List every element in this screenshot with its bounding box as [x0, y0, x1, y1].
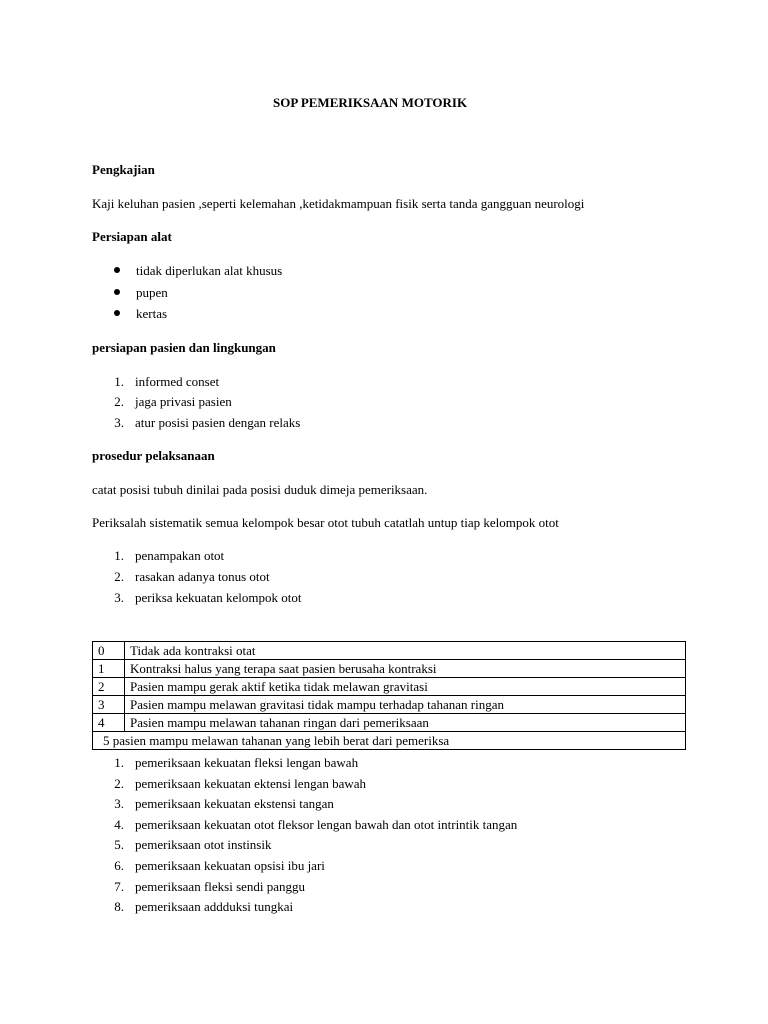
- document-title: SOP PEMERIKSAAN MOTORIK: [273, 95, 468, 110]
- list-item-number: 3.: [114, 796, 124, 811]
- table-row: [93, 642, 686, 660]
- list-item-text: pemeriksaan addduksi tungkai: [135, 899, 294, 914]
- grade-cell: 0: [93, 642, 125, 660]
- prosedur-paragraph-1: catat posisi tubuh dinilai pada posisi duduk dimeja pemeriksaan.: [92, 482, 428, 497]
- list-item-text: pemeriksaan kekuatan otot fleksor lengan bawah dan otot intrintik tangan: [135, 817, 518, 832]
- description-cell: Pasien mampu gerak aktif ketika tidak melawan gravitasi: [125, 678, 686, 696]
- list-item-text: periksa kekuatan kelompok otot: [135, 590, 302, 605]
- description-cell: Tidak ada kontraksi otat: [125, 642, 686, 660]
- description-cell: Pasien mampu melawan tahanan ringan dari pemeriksaan: [125, 714, 686, 732]
- table-row: [93, 678, 686, 696]
- list-item-text: penampakan otot: [135, 548, 225, 563]
- section-heading-prosedur: prosedur pelaksanaan: [92, 448, 215, 463]
- grade-cell: 2: [93, 678, 125, 696]
- list-item-number: 1.: [114, 548, 124, 563]
- list-item-number: 3.: [114, 415, 124, 430]
- list-item-text: atur posisi pasien dengan relaks: [135, 415, 301, 430]
- list-item-text: pemeriksaan kekuatan fleksi lengan bawah: [135, 755, 359, 770]
- merged-grade-cell: 5 pasien mampu melawan tahanan yang lebih berat dari pemeriksa: [93, 732, 686, 750]
- muscle-grade-table: [92, 641, 686, 750]
- table-row: [93, 696, 686, 714]
- list-item-number: 7.: [114, 879, 124, 894]
- list-item-text: rasakan adanya tonus otot: [135, 569, 270, 584]
- bullet-icon: [114, 310, 120, 316]
- grade-cell: 1: [93, 660, 125, 678]
- list-item-number: 8.: [114, 899, 124, 914]
- list-item-text: pemeriksaan otot instinsik: [135, 837, 272, 852]
- list-item-text: pemeriksaan kekuatan opsisi ibu jari: [135, 858, 325, 873]
- list-item-text: jaga privasi pasien: [135, 394, 232, 409]
- list-item-number: 2.: [114, 776, 124, 791]
- list-item-number: 1.: [114, 374, 124, 389]
- grade-cell: 3: [93, 696, 125, 714]
- list-item-text: kertas: [136, 306, 168, 321]
- list-item-text: pemeriksaan kekuatan ektensi lengan bawah: [135, 776, 367, 791]
- table-row: [93, 732, 686, 750]
- section-heading-persiapan-pasien: persiapan pasien dan lingkungan: [92, 340, 276, 355]
- prosedur-paragraph-2: Periksalah sistematik semua kelompok besar otot tubuh catatlah untup tiap kelompok otot: [92, 515, 559, 530]
- list-item-number: 2.: [114, 394, 124, 409]
- section-heading-persiapan-alat: Persiapan alat: [92, 229, 172, 244]
- description-cell: Pasien mampu melawan gravitasi tidak mampu terhadap tahanan ringan: [125, 696, 686, 714]
- list-item-text: informed conset: [135, 374, 220, 389]
- list-item-text: pemeriksaan fleksi sendi panggu: [135, 879, 306, 894]
- list-item-number: 1.: [114, 755, 124, 770]
- list-item-number: 6.: [114, 858, 124, 873]
- table-row: [93, 714, 686, 732]
- bullet-icon: [114, 289, 120, 295]
- list-item-number: 2.: [114, 569, 124, 584]
- list-item-number: 3.: [114, 590, 124, 605]
- pengkajian-text: Kaji keluhan pasien ,seperti kelemahan ,ketidakmampuan fisik serta tanda gangguan neurologi: [92, 196, 585, 211]
- bullet-icon: [114, 267, 120, 273]
- grade-cell: 4: [93, 714, 125, 732]
- table-row: [93, 660, 686, 678]
- list-item-text: tidak diperlukan alat khusus: [136, 263, 283, 278]
- description-cell: Kontraksi halus yang terapa saat pasien berusaha kontraksi: [125, 660, 686, 678]
- list-item-text: pupen: [136, 285, 168, 300]
- section-heading-pengkajian: Pengkajian: [92, 162, 155, 177]
- list-item-number: 5.: [114, 837, 124, 852]
- list-item-text: pemeriksaan kekuatan ekstensi tangan: [135, 796, 334, 811]
- list-item-number: 4.: [114, 817, 124, 832]
